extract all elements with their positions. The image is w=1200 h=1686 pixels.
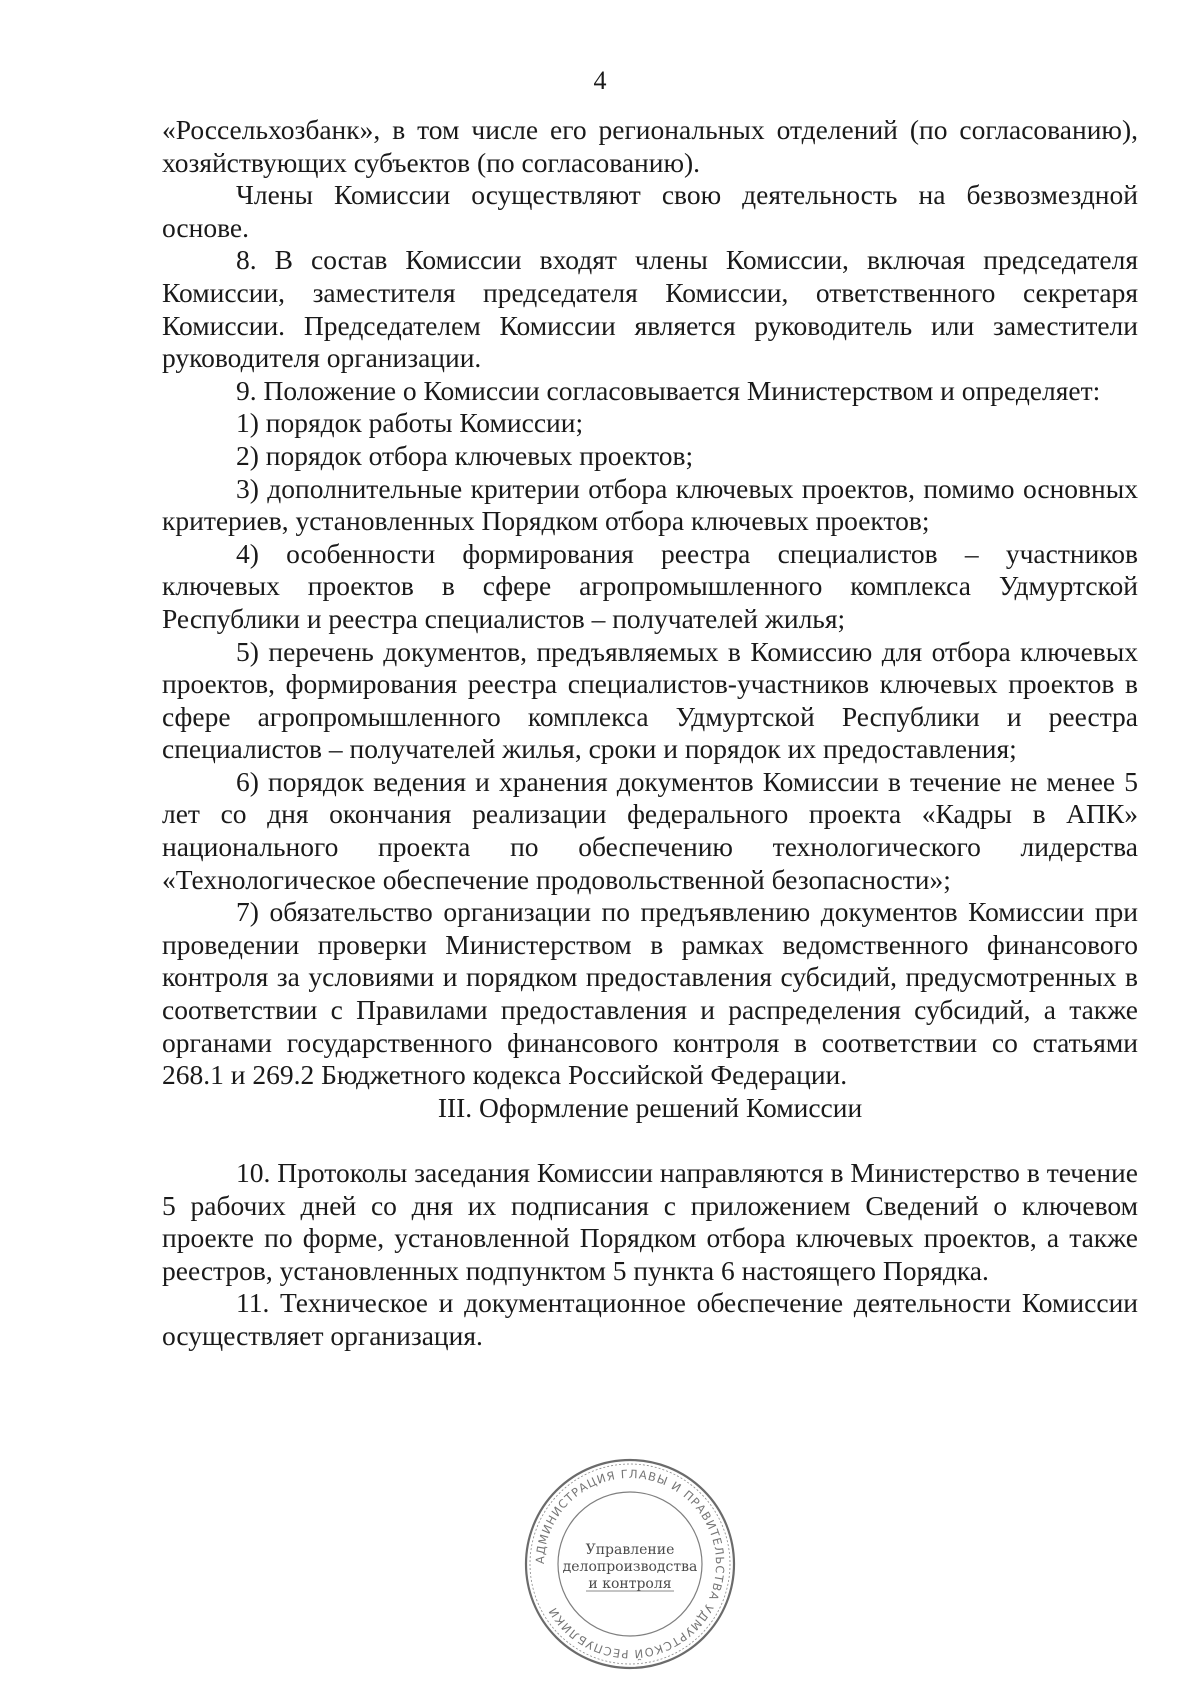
page-number: 4 [593, 66, 607, 95]
subitem-2: 2) порядок отбора ключевых проектов; [236, 439, 694, 471]
paragraph-item-10: 10. Протоколы заседания Комиссии направляются в Министерство в течение 5 рабочих дней со дня их подписания с приложением Сведений о ключевом проекте по форме, установленной Порядком отбора ключевых проектов, а также реестров, установленных подпунктом 5 пункта 6 настоящего Порядка. [162, 1157, 1138, 1286]
subitem-7: 7) обязательство организации по предъявлению документов Комиссии при проведении проверки Министерством в рамках ведомственного финансового контроля за условиями и порядком предоставления субсидий, предусмотренных в соответствии с Правилами предоставления и распределения субсидий, а также органами государственного финансового контроля в соответствии со статьями 268.1 и 269.2 Бюджетного кодекса Российской Федерации. [162, 896, 1138, 1091]
paragraph-item-9: 9. Положение о Комиссии согласовывается Министерством и определяет: [236, 374, 1101, 406]
document-body [162, 114, 1138, 1353]
subitem-5: 5) перечень документов, предъявляемых в Комиссию для отбора ключевых проектов, формирования реестра специалистов-участников ключевых проектов в сфере агропромышленного комплекса Удмуртской Республики и реестра специалистов – получателей жилья, сроки и порядок их предоставления; [162, 635, 1138, 765]
paragraph: «Россельхозбанк», в том числе его региональных отделений (по согласованию), хозяйствующих субъектов (по согласованию). [162, 114, 1138, 178]
paragraph-item-8: 8. В состав Комиссии входят члены Комиссии, включая председателя Комиссии, заместителя председателя Комиссии, ответственного секретаря Комиссии. Председателем Комиссии является руководитель или заместители руководителя организации. [162, 244, 1138, 374]
stamp-ring-lettering: АДМИНИСТРАЦИЯ ГЛАВЫ И ПРАВИТЕЛЬСТВА УДМУРТСКОЙ РЕСПУБЛИКИ [532, 1466, 728, 1662]
subitem-4: 4) особенности формирования реестра специалистов – участников ключевых проектов в сфере агропромышленного комплекса Удмуртской Республики и реестра специалистов – получателей жилья; [162, 537, 1138, 634]
official-stamp [520, 1454, 740, 1674]
subitem-1: 1) порядок работы Комиссии; [236, 407, 584, 439]
paragraph-item-11: 11. Техническое и документационное обеспечение деятельности Комиссии осуществляет организация. [162, 1287, 1138, 1351]
subitem-3: 3) дополнительные критерии отбора ключевых проектов, помимо основных критериев, установленных Порядком отбора ключевых проектов; [162, 472, 1138, 537]
stamp-center-lettering: Управление делопроизводства и контроля [562, 1542, 698, 1592]
subitem-6: 6) порядок ведения и хранения документов Комиссии в течение не менее 5 лет со дня окончания реализации федерального проекта «Кадры в АПК» национального проекта по обеспечению технологического лидерства «Технологическое обеспечение продовольственной безопасности»; [162, 765, 1138, 895]
paragraph: Члены Комиссии осуществляют свою деятельность на безвозмездной основе. [162, 179, 1138, 243]
section-heading: III. Оформление решений Комиссии [437, 1091, 863, 1123]
